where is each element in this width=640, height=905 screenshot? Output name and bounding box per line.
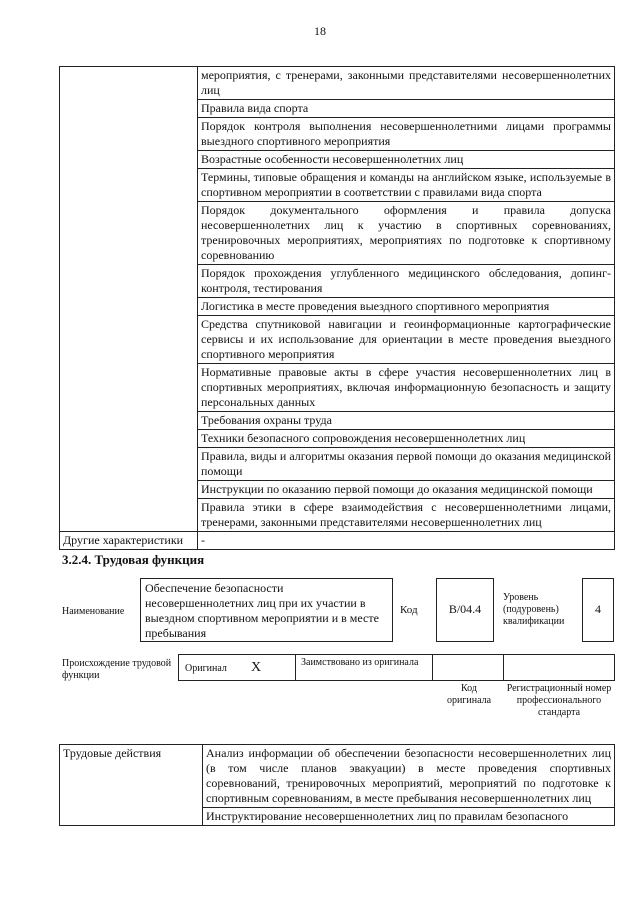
function-code: B/04.4 bbox=[448, 602, 482, 616]
knowledge-item: Правила этики в сфере взаимодействия с несовершеннолетними лицами, тренерами, законными представителями несовершеннолетних лиц bbox=[198, 499, 615, 532]
knowledge-item: Инструкции по оказанию первой помощи до оказания медицинской помощи bbox=[198, 481, 615, 499]
origin-code-label: Код оригинала bbox=[446, 683, 492, 706]
knowledge-item: Порядок документального оформления и правила допуска несовершеннолетних лиц к участию в спортивных соревнованиях, тренировочных мероприятиях, мероприятиях по подготовке к спортивному соревнованию bbox=[198, 202, 615, 265]
page-number: 18 bbox=[314, 24, 326, 38]
other-characteristics-row bbox=[60, 532, 615, 550]
knowledge-item: Требования охраны труда bbox=[198, 412, 615, 430]
original-label: Оригинал bbox=[185, 663, 227, 674]
origin-label: Происхождение трудовой функции bbox=[62, 658, 172, 681]
function-name-box bbox=[140, 578, 393, 642]
level-label: Уровень (подуровень) квалификации bbox=[503, 592, 565, 627]
other-characteristics-label: Другие характеристики bbox=[60, 532, 198, 550]
original-mark: X bbox=[251, 660, 262, 675]
reg-number-label: Регистрационный номер профессионального стандарта bbox=[506, 683, 612, 718]
knowledge-label-cell bbox=[60, 67, 198, 532]
origin-code-cell bbox=[432, 654, 504, 681]
function-name: Обеспечение безопасности несовершеннолетних лиц при их участии в выездном спортивном мероприятии и в месте пребывания bbox=[145, 581, 379, 640]
function-code-box bbox=[436, 578, 494, 642]
labor-actions-table bbox=[59, 744, 615, 826]
labor-actions-label: Трудовые действия bbox=[60, 745, 203, 826]
level-value: 4 bbox=[595, 602, 601, 616]
knowledge-item: Возрастные особенности несовершеннолетних лиц bbox=[198, 151, 615, 169]
other-characteristics-value: - bbox=[198, 532, 615, 550]
code-label: Код bbox=[400, 604, 418, 616]
knowledge-item: Термины, типовые обращения и команды на английском языке, используемые в спортивном мероприятии в соответствии с правилами вида спорта bbox=[198, 169, 615, 202]
knowledge-item: Техники безопасного сопровождения несовершеннолетних лиц bbox=[198, 430, 615, 448]
labor-action-item: Инструктирование несовершеннолетних лиц по правилам безопасного bbox=[203, 808, 615, 826]
knowledge-row bbox=[60, 67, 615, 100]
knowledge-item: Порядок прохождения углубленного медицинского обследования, допинг-контроля, тестирования bbox=[198, 265, 615, 298]
knowledge-table bbox=[59, 66, 615, 550]
labor-action-row bbox=[60, 745, 615, 808]
knowledge-item: Правила, виды и алгоритмы оказания первой помощи до оказания медицинской помощи bbox=[198, 448, 615, 481]
borrowed-label: Заимствовано из оригинала bbox=[301, 657, 419, 668]
labor-action-item: Анализ информации об обеспечении безопасности несовершеннолетних лиц (в том числе планов эвакуации) в месте проведения спортивных соревнований, тренировочных мероприятий, мероприятий по подготовке к спортивным соревнованиям, в месте пребывания несовершеннолетних лиц bbox=[203, 745, 615, 808]
level-box bbox=[582, 578, 614, 642]
function-title: 3.2.4. Трудовая функция bbox=[62, 552, 205, 567]
knowledge-item: Порядок контроля выполнения несовершеннолетними лицами программы выездного спортивного мероприятия bbox=[198, 118, 615, 151]
name-label: Наименование bbox=[62, 606, 125, 617]
knowledge-item: мероприятия, с тренерами, законными представителями несовершеннолетних лиц bbox=[198, 67, 615, 100]
original-cell bbox=[178, 654, 296, 681]
reg-number-cell bbox=[503, 654, 615, 681]
knowledge-item: Логистика в месте проведения выездного спортивного мероприятия bbox=[198, 298, 615, 316]
knowledge-item: Правила вида спорта bbox=[198, 100, 615, 118]
knowledge-item: Нормативные правовые акты в сфере участия несовершеннолетних лиц в спортивных мероприятиях, включая информационную безопасность и защиту персональных данных bbox=[198, 364, 615, 412]
borrowed-cell bbox=[295, 654, 433, 681]
knowledge-item: Средства спутниковой навигации и геоинформационные картографические сервисы и их использование для ориентации в месте проведения выездного спортивного мероприятия bbox=[198, 316, 615, 364]
